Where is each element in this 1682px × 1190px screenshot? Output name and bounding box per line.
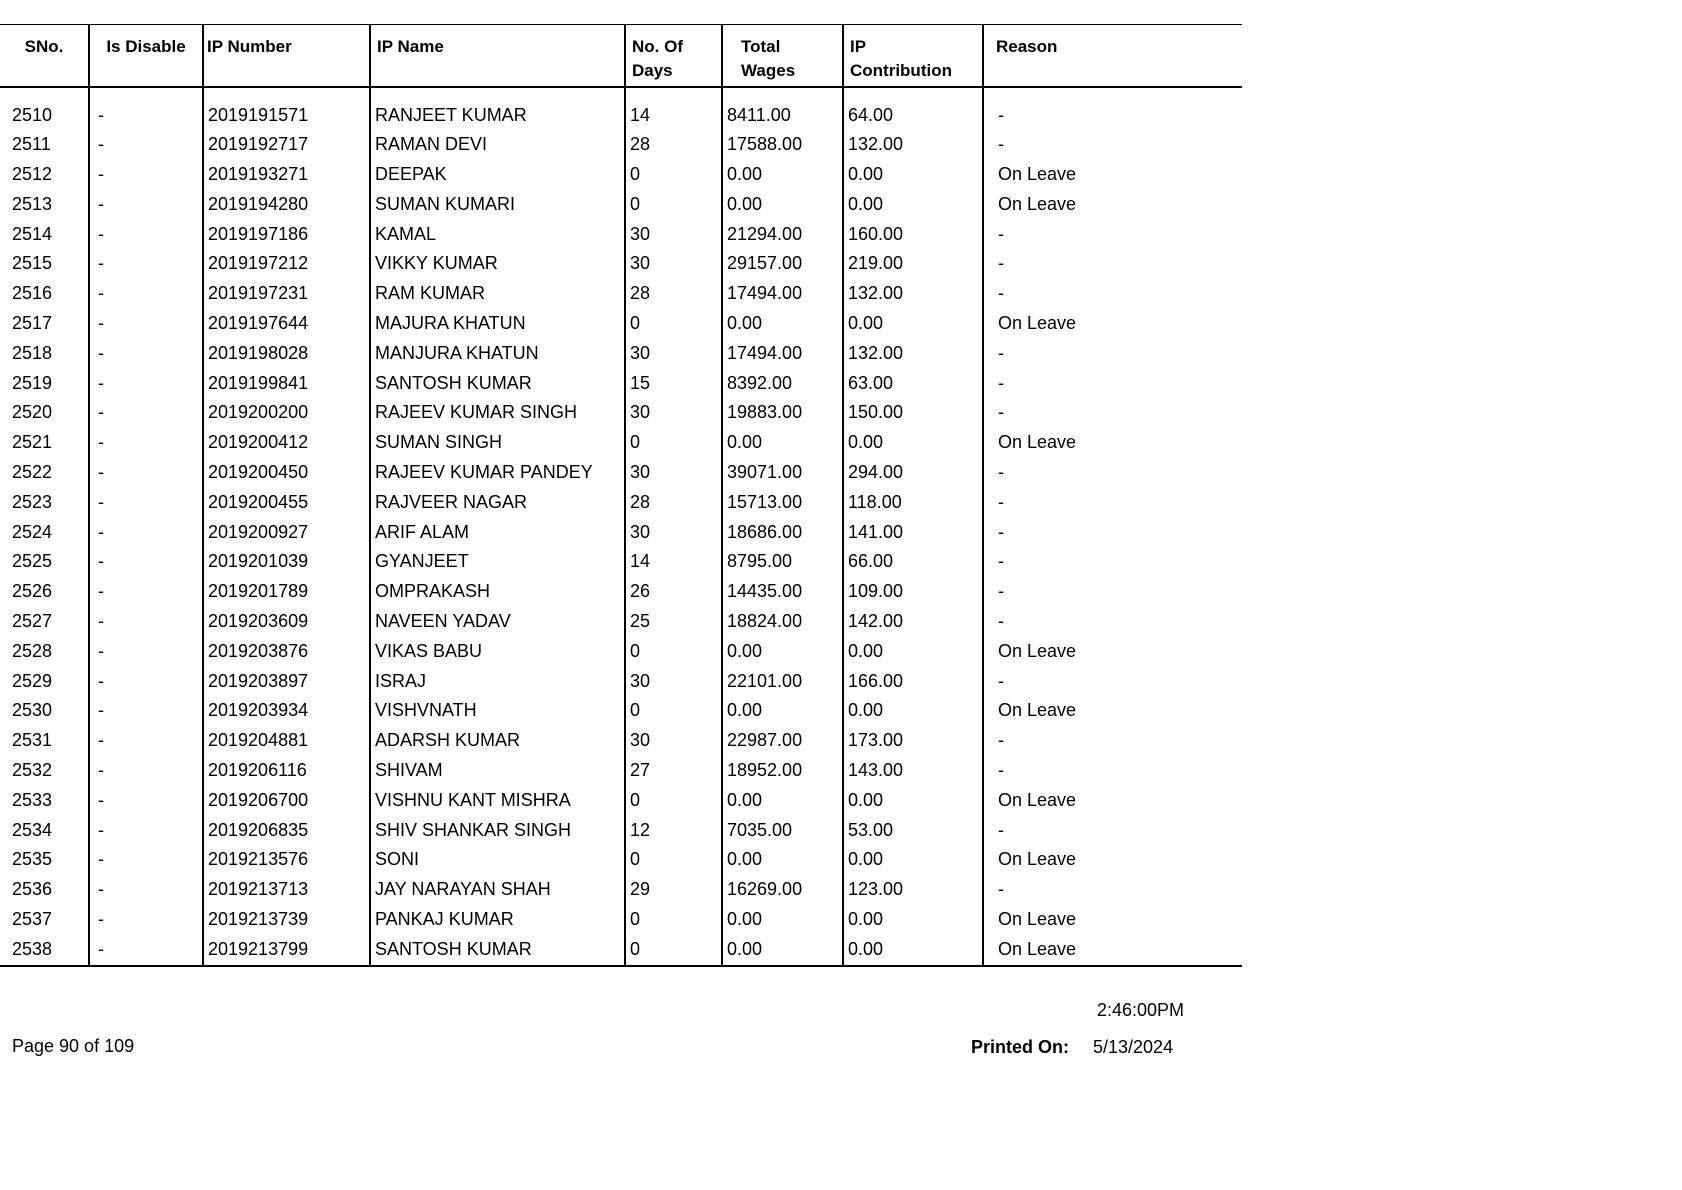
cell-ip-number: 2019191571 (203, 101, 370, 131)
cell-total-wages: 8795.00 (722, 547, 843, 577)
spacer-cell (722, 87, 843, 101)
cell-ip-contribution: 0.00 (843, 786, 983, 816)
table-row (0, 279, 1242, 309)
cell-no-of-days: 26 (625, 577, 722, 607)
cell-is-disable: - (89, 369, 203, 399)
cell-ip-number: 2019193271 (203, 160, 370, 190)
cell-ip-name: ISRAJ (370, 667, 625, 697)
spacer-cell (625, 87, 722, 101)
cell-ip-name: MAJURA KHATUN (370, 309, 625, 339)
cell-reason: - (998, 879, 1004, 900)
cell-ip-contribution: 0.00 (843, 637, 983, 667)
cell-ip-contribution: 132.00 (843, 279, 983, 309)
print-time: 2:46:00PM (1097, 1000, 1185, 1020)
cell-sno: 2514 (0, 220, 89, 250)
cell-no-of-days: 28 (625, 130, 722, 160)
table-row (0, 905, 1242, 935)
cell-reason: On Leave (998, 700, 1077, 721)
cell-sno: 2518 (0, 339, 89, 369)
cell-ip-contribution: 66.00 (843, 547, 983, 577)
table-row (0, 518, 1242, 548)
cell-is-disable: - (89, 458, 203, 488)
cell-ip-name: RAJEEV KUMAR PANDEY (370, 458, 625, 488)
cell-reason: On Leave (998, 432, 1077, 453)
cell-is-disable: - (89, 190, 203, 220)
cell-ip-contribution: 0.00 (843, 428, 983, 458)
cell-no-of-days: 0 (625, 935, 722, 966)
cell-no-of-days: 12 (625, 816, 722, 846)
cell-total-wages: 8411.00 (722, 101, 843, 131)
cell-sno: 2535 (0, 845, 89, 875)
cell-reason: - (998, 253, 1004, 274)
cell-total-wages: 0.00 (722, 905, 843, 935)
cell-is-disable: - (89, 845, 203, 875)
cell-no-of-days: 25 (625, 607, 722, 637)
page-counter: Page 90 of 109 (12, 1036, 135, 1056)
cell-reason: - (998, 342, 1004, 363)
cell-is-disable: - (89, 428, 203, 458)
cell-ip-contribution: 118.00 (843, 488, 983, 518)
cell-reason: - (998, 670, 1004, 691)
cell-total-wages: 7035.00 (722, 816, 843, 846)
cell-reason: On Leave (998, 640, 1077, 661)
cell-reason: - (998, 611, 1004, 632)
cell-ip-name: GYANJEET (370, 547, 625, 577)
cell-ip-number: 2019200455 (203, 488, 370, 518)
cell-total-wages: 15713.00 (722, 488, 843, 518)
table-row (0, 607, 1242, 637)
table-row (0, 637, 1242, 667)
cell-ip-number: 2019201039 (203, 547, 370, 577)
cell-no-of-days: 30 (625, 339, 722, 369)
cell-ip-number: 2019203876 (203, 637, 370, 667)
cell-is-disable: - (89, 547, 203, 577)
cell-ip-name: DEEPAK (370, 160, 625, 190)
cell-no-of-days: 15 (625, 369, 722, 399)
print-date: 5/13/2024 (1093, 1037, 1174, 1057)
cell-is-disable: - (89, 339, 203, 369)
cell-ip-contribution: 173.00 (843, 726, 983, 756)
cell-ip-name: PANKAJ KUMAR (370, 905, 625, 935)
header-ip-number: IP Number (203, 25, 370, 87)
cell-reason: On Leave (998, 164, 1077, 185)
cell-sno: 2526 (0, 577, 89, 607)
table-row (0, 309, 1242, 339)
printed-on-label: Printed On: (971, 1037, 1069, 1057)
cell-no-of-days: 30 (625, 458, 722, 488)
cell-sno: 2511 (0, 130, 89, 160)
table-row (0, 101, 1242, 131)
cell-no-of-days: 28 (625, 279, 722, 309)
cell-ip-contribution: 150.00 (843, 398, 983, 428)
cell-ip-contribution: 0.00 (843, 190, 983, 220)
cell-ip-contribution: 0.00 (843, 845, 983, 875)
cell-sno: 2519 (0, 369, 89, 399)
cell-no-of-days: 0 (625, 786, 722, 816)
table-row (0, 428, 1242, 458)
cell-no-of-days: 28 (625, 488, 722, 518)
cell-total-wages: 17588.00 (722, 130, 843, 160)
table-row (0, 488, 1242, 518)
cell-reason: - (998, 402, 1004, 423)
cell-total-wages: 14435.00 (722, 577, 843, 607)
cell-ip-contribution: 123.00 (843, 875, 983, 905)
spacer-cell (0, 87, 89, 101)
cell-total-wages: 0.00 (722, 696, 843, 726)
cell-no-of-days: 0 (625, 428, 722, 458)
cell-is-disable: - (89, 696, 203, 726)
cell-total-wages: 19883.00 (722, 398, 843, 428)
cell-ip-number: 2019213739 (203, 905, 370, 935)
cell-ip-contribution: 0.00 (843, 160, 983, 190)
cell-sno: 2517 (0, 309, 89, 339)
cell-ip-name: RANJEET KUMAR (370, 101, 625, 131)
cell-sno: 2533 (0, 786, 89, 816)
table-row (0, 547, 1242, 577)
cell-ip-number: 2019197644 (203, 309, 370, 339)
spacer-cell (843, 87, 983, 101)
cell-total-wages: 0.00 (722, 190, 843, 220)
cell-is-disable: - (89, 160, 203, 190)
header-sno: SNo. (0, 25, 89, 87)
cell-reason: - (998, 283, 1004, 304)
cell-no-of-days: 0 (625, 696, 722, 726)
cell-no-of-days: 0 (625, 160, 722, 190)
cell-total-wages: 0.00 (722, 309, 843, 339)
cell-no-of-days: 0 (625, 845, 722, 875)
header-is-disable: Is Disable (89, 25, 203, 87)
cell-ip-name: SONI (370, 845, 625, 875)
cell-reason: - (998, 551, 1004, 572)
cell-no-of-days: 30 (625, 249, 722, 279)
table-row (0, 339, 1242, 369)
cell-reason: - (998, 134, 1004, 155)
cell-reason: On Leave (983, 935, 1242, 966)
cell-ip-name: NAVEEN YADAV (370, 607, 625, 637)
cell-reason: On Leave (998, 849, 1077, 870)
cell-ip-contribution: 109.00 (843, 577, 983, 607)
cell-ip-number: 2019203609 (203, 607, 370, 637)
cell-reason: - (998, 104, 1004, 125)
cell-sno: 2522 (0, 458, 89, 488)
cell-is-disable: - (89, 637, 203, 667)
cell-is-disable: - (89, 905, 203, 935)
cell-ip-number: 2019203897 (203, 667, 370, 697)
cell-no-of-days: 30 (625, 220, 722, 250)
table-row (0, 696, 1242, 726)
contribution-table (0, 24, 1242, 967)
cell-ip-number: 2019203934 (203, 696, 370, 726)
table-row (0, 130, 1242, 160)
table-row (0, 249, 1242, 279)
cell-ip-name: MANJURA KHATUN (370, 339, 625, 369)
cell-sno: 2524 (0, 518, 89, 548)
cell-ip-name: VISHNU KANT MISHRA (370, 786, 625, 816)
cell-ip-name: VIKAS BABU (370, 637, 625, 667)
cell-no-of-days: 0 (625, 637, 722, 667)
cell-reason: On Leave (998, 313, 1077, 334)
cell-sno: 2525 (0, 547, 89, 577)
cell-reason: - (998, 372, 1004, 393)
cell-is-disable: - (89, 220, 203, 250)
cell-reason: - (998, 581, 1004, 602)
cell-ip-contribution: 132.00 (843, 130, 983, 160)
cell-total-wages: 18952.00 (722, 756, 843, 786)
cell-ip-number: 2019206835 (203, 816, 370, 846)
cell-ip-number: 2019198028 (203, 339, 370, 369)
cell-reason: - (998, 521, 1004, 542)
cell-sno: 2534 (0, 816, 89, 846)
cell-no-of-days: 30 (625, 518, 722, 548)
cell-ip-name: RAJEEV KUMAR SINGH (370, 398, 625, 428)
table-row (0, 369, 1242, 399)
cell-sno: 2538 (0, 935, 89, 966)
cell-ip-name: SANTOSH KUMAR (370, 935, 625, 966)
table-row (0, 756, 1242, 786)
cell-is-disable: - (89, 726, 203, 756)
cell-ip-contribution: 160.00 (843, 220, 983, 250)
cell-ip-number: 2019213576 (203, 845, 370, 875)
table-row (0, 786, 1242, 816)
cell-is-disable: - (89, 577, 203, 607)
cell-sno: 2521 (0, 428, 89, 458)
table-row (0, 875, 1242, 905)
cell-ip-contribution: 141.00 (843, 518, 983, 548)
cell-is-disable: - (89, 309, 203, 339)
spacer-cell (983, 87, 1242, 101)
cell-total-wages: 16269.00 (722, 875, 843, 905)
cell-is-disable: - (89, 488, 203, 518)
table-row (0, 577, 1242, 607)
cell-ip-number: 2019206700 (203, 786, 370, 816)
table-body (0, 87, 1242, 966)
cell-is-disable: - (89, 786, 203, 816)
cell-no-of-days: 0 (625, 905, 722, 935)
header-spacer-row (0, 87, 1242, 101)
cell-ip-contribution: 219.00 (843, 249, 983, 279)
cell-ip-number: 2019199841 (203, 369, 370, 399)
cell-ip-name: ARIF ALAM (370, 518, 625, 548)
cell-total-wages: 18686.00 (722, 518, 843, 548)
cell-ip-number: 2019200200 (203, 398, 370, 428)
cell-sno: 2516 (0, 279, 89, 309)
cell-total-wages: 17494.00 (722, 279, 843, 309)
cell-ip-name: SANTOSH KUMAR (370, 369, 625, 399)
cell-ip-number: 2019197186 (203, 220, 370, 250)
cell-sno: 2531 (0, 726, 89, 756)
cell-no-of-days: 30 (625, 726, 722, 756)
table-row (0, 667, 1242, 697)
cell-sno: 2529 (0, 667, 89, 697)
cell-no-of-days: 30 (625, 667, 722, 697)
cell-is-disable: - (89, 607, 203, 637)
spacer-cell (203, 87, 370, 101)
cell-total-wages: 0.00 (722, 845, 843, 875)
cell-total-wages: 18824.00 (722, 607, 843, 637)
header-reason: Reason (983, 25, 1242, 87)
cell-ip-number: 2019194280 (203, 190, 370, 220)
cell-sno: 2527 (0, 607, 89, 637)
header-ip-contribution: IP Contribution (843, 25, 983, 87)
cell-ip-number: 2019197231 (203, 279, 370, 309)
cell-ip-contribution: 166.00 (843, 667, 983, 697)
table-row (0, 845, 1242, 875)
cell-no-of-days: 14 (625, 101, 722, 131)
cell-reason: On Leave (998, 193, 1077, 214)
cell-sno: 2536 (0, 875, 89, 905)
cell-ip-name: SHIV SHANKAR SINGH (370, 816, 625, 846)
cell-ip-number: 2019197212 (203, 249, 370, 279)
spacer-cell (89, 87, 203, 101)
cell-total-wages: 22987.00 (722, 726, 843, 756)
cell-ip-contribution: 64.00 (843, 101, 983, 131)
cell-total-wages: 0.00 (722, 637, 843, 667)
table-row (0, 398, 1242, 428)
cell-is-disable: - (89, 101, 203, 131)
cell-total-wages: 0.00 (722, 428, 843, 458)
cell-is-disable: - (89, 667, 203, 697)
cell-ip-number: 2019200412 (203, 428, 370, 458)
cell-ip-name: JAY NARAYAN SHAH (370, 875, 625, 905)
cell-total-wages: 39071.00 (722, 458, 843, 488)
table-row (0, 160, 1242, 190)
cell-ip-number: 2019213799 (203, 935, 370, 966)
header-total-wages: Total Wages (722, 25, 843, 87)
cell-ip-name: VIKKY KUMAR (370, 249, 625, 279)
cell-total-wages: 29157.00 (722, 249, 843, 279)
cell-reason: - (998, 223, 1004, 244)
cell-total-wages: 0.00 (722, 160, 843, 190)
cell-ip-contribution: 132.00 (843, 339, 983, 369)
cell-no-of-days: 29 (625, 875, 722, 905)
cell-no-of-days: 0 (625, 190, 722, 220)
cell-is-disable: - (89, 756, 203, 786)
cell-sno: 2515 (0, 249, 89, 279)
cell-ip-name: RAM KUMAR (370, 279, 625, 309)
cell-ip-contribution: 0.00 (843, 935, 983, 966)
cell-total-wages: 0.00 (722, 786, 843, 816)
cell-reason: - (998, 491, 1004, 512)
cell-reason: On Leave (998, 789, 1077, 810)
cell-no-of-days: 27 (625, 756, 722, 786)
cell-ip-contribution: 143.00 (843, 756, 983, 786)
cell-total-wages: 22101.00 (722, 667, 843, 697)
cell-ip-name: OMPRAKASH (370, 577, 625, 607)
cell-ip-name: VISHVNATH (370, 696, 625, 726)
cell-ip-number: 2019200927 (203, 518, 370, 548)
cell-no-of-days: 30 (625, 398, 722, 428)
cell-ip-contribution: 294.00 (843, 458, 983, 488)
cell-ip-number: 2019201789 (203, 577, 370, 607)
cell-reason: On Leave (998, 909, 1077, 930)
cell-reason: - (998, 760, 1004, 781)
table-row (0, 458, 1242, 488)
cell-no-of-days: 14 (625, 547, 722, 577)
table-row (0, 220, 1242, 250)
cell-reason: - (998, 730, 1004, 751)
cell-ip-name: ADARSH KUMAR (370, 726, 625, 756)
cell-ip-contribution: 0.00 (843, 309, 983, 339)
cell-is-disable: - (89, 875, 203, 905)
cell-is-disable: - (89, 816, 203, 846)
cell-sno: 2528 (0, 637, 89, 667)
cell-sno: 2532 (0, 756, 89, 786)
cell-ip-number: 2019206116 (203, 756, 370, 786)
cell-ip-number: 2019200450 (203, 458, 370, 488)
cell-is-disable: - (89, 279, 203, 309)
cell-ip-contribution: 0.00 (843, 905, 983, 935)
cell-total-wages: 0.00 (722, 935, 843, 966)
table-row (0, 935, 1242, 966)
cell-total-wages: 8392.00 (722, 369, 843, 399)
cell-sno: 2512 (0, 160, 89, 190)
header-ip-name: IP Name (370, 25, 625, 87)
cell-ip-name: RAMAN DEVI (370, 130, 625, 160)
cell-ip-name: SUMAN SINGH (370, 428, 625, 458)
cell-is-disable: - (89, 935, 203, 966)
cell-total-wages: 21294.00 (722, 220, 843, 250)
table-row (0, 726, 1242, 756)
cell-ip-name: KAMAL (370, 220, 625, 250)
cell-no-of-days: 0 (625, 309, 722, 339)
cell-ip-contribution: 0.00 (843, 696, 983, 726)
cell-ip-number: 2019213713 (203, 875, 370, 905)
header-no-of-days: No. Of Days (625, 25, 722, 87)
cell-ip-number: 2019204881 (203, 726, 370, 756)
table-header-row (0, 25, 1242, 87)
cell-sno: 2513 (0, 190, 89, 220)
cell-sno: 2520 (0, 398, 89, 428)
cell-sno: 2523 (0, 488, 89, 518)
cell-is-disable: - (89, 130, 203, 160)
cell-sno: 2530 (0, 696, 89, 726)
cell-sno: 2510 (0, 101, 89, 131)
spacer-cell (370, 87, 625, 101)
cell-ip-name: SHIVAM (370, 756, 625, 786)
table-row (0, 190, 1242, 220)
table-row (0, 816, 1242, 846)
cell-ip-contribution: 142.00 (843, 607, 983, 637)
cell-reason: - (998, 462, 1004, 483)
cell-ip-contribution: 53.00 (843, 816, 983, 846)
cell-is-disable: - (89, 398, 203, 428)
cell-ip-contribution: 63.00 (843, 369, 983, 399)
cell-sno: 2537 (0, 905, 89, 935)
cell-is-disable: - (89, 249, 203, 279)
cell-total-wages: 17494.00 (722, 339, 843, 369)
cell-is-disable: - (89, 518, 203, 548)
cell-ip-name: RAJVEER NAGAR (370, 488, 625, 518)
cell-ip-number: 2019192717 (203, 130, 370, 160)
cell-ip-name: SUMAN KUMARI (370, 190, 625, 220)
cell-reason: - (998, 819, 1004, 840)
